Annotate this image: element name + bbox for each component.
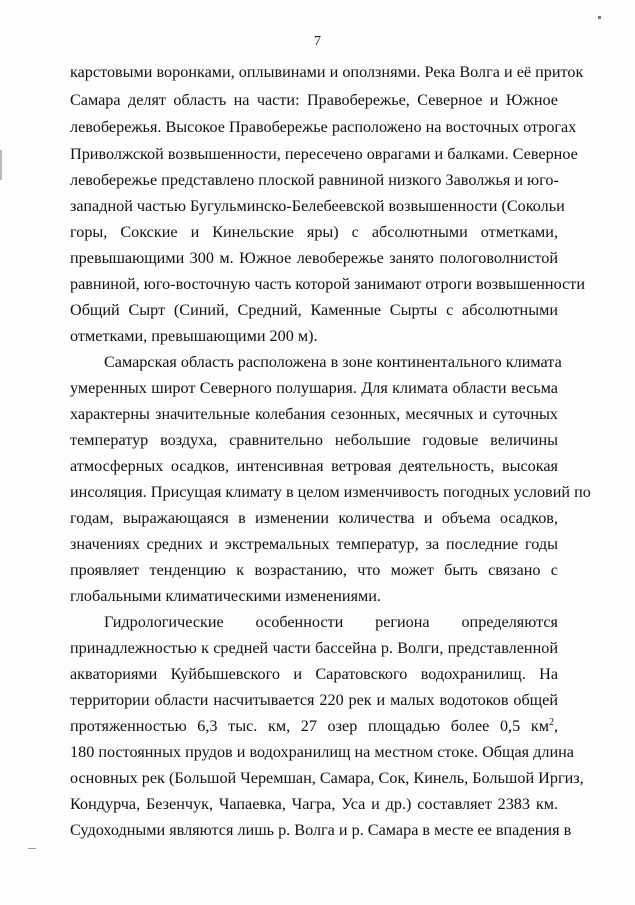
text-line: Приволжской возвышенности, пересечено оврагами и балками. Северное (70, 145, 578, 163)
text-line: левобережье представлено плоской равниной низкого Заволжья и юго- (70, 171, 559, 189)
punctuation: , (553, 717, 558, 735)
text-line: территории области насчитывается 220 рек и малых водотоков общей (70, 691, 558, 709)
text-line: отметками, превышающими 200 м). (70, 327, 318, 345)
text-line: проявляет тенденцию к возрастанию, что может быть связано с (70, 561, 558, 579)
text-line: равниной, юго-восточную часть которой занимают отроги возвышенности (70, 275, 585, 293)
text-line: Общий Сырт (Синий, Средний, Каменные Сырты с абсолютными (70, 301, 558, 319)
text-line: Кондурча, Безенчук, Чапаевка, Чагра, Уса и др.) составляет 2383 км. (70, 795, 558, 813)
scan-speck (598, 16, 601, 19)
text-line: основных рек (Большой Черемшан, Самара, Сок, Кинель, Большой Иргиз, (70, 769, 584, 787)
text-line: атмосферных осадков, интенсивная ветровая деятельность, высокая (70, 457, 558, 475)
text-line: горы, Сокские и Кинельские яры) с абсолютными отметками, (70, 223, 558, 241)
text-line: акваториями Куйбышевского и Саратовского водохранилищ. На (70, 665, 558, 683)
text-line-with-superscript (70, 716, 558, 736)
scan-edge-mark (0, 150, 2, 180)
text-line: Судоходными являются лишь р. Волга и р. Самара в месте ее впадения в (70, 821, 572, 839)
paragraph-first-line: Самарская область расположена в зоне континентального климата (104, 353, 562, 371)
text-line: годам, выражающаяся в изменении количества и объема осадков, (70, 509, 558, 527)
text-line: западной частью Бугульминско-Белебеевской возвышенности (Сокольи (70, 197, 565, 215)
text-line: принадлежностью к средней части бассейна р. Волги, представленной (70, 639, 558, 657)
text-line: глобальными климатическими изменениями. (70, 587, 381, 605)
text-line: инсоляция. Присущая климату в целом изменчивость погодных условий по (70, 483, 591, 501)
paragraph-first-line: Гидрологические особенности региона определяются (104, 613, 558, 631)
text-line: значениях средних и экстремальных температур, за последние годы (70, 535, 558, 553)
text-segment: протяженностью 6,3 тыс. км, 27 озер площадью более 0,5 км (70, 717, 549, 735)
text-line: карстовыми воронками, оплывинами и оползнями. Река Волга и её приток (70, 63, 584, 81)
text-line: Самара делят область на части: Правобережье, Северное и Южное (70, 91, 558, 109)
text-line: характерны значительные колебания сезонных, месячных и суточных (70, 405, 558, 423)
superscript: 2 (548, 717, 554, 728)
text-line: 180 постоянных прудов и водохранилищ на местном стоке. Общая длина (70, 743, 574, 761)
text-line: левобережья. Высокое Правобережье расположено на восточных отрогах (70, 118, 577, 136)
text-line: умеренных широт Северного полушария. Для климата области весьма (70, 379, 558, 397)
text-line: температур воздуха, сравнительно небольшие годовые величины (70, 431, 558, 449)
scan-speck (28, 848, 36, 849)
text-line: превышающими 300 м. Южное левобережье занято пологоволнистой (70, 249, 558, 267)
page-number: 7 (314, 34, 321, 49)
